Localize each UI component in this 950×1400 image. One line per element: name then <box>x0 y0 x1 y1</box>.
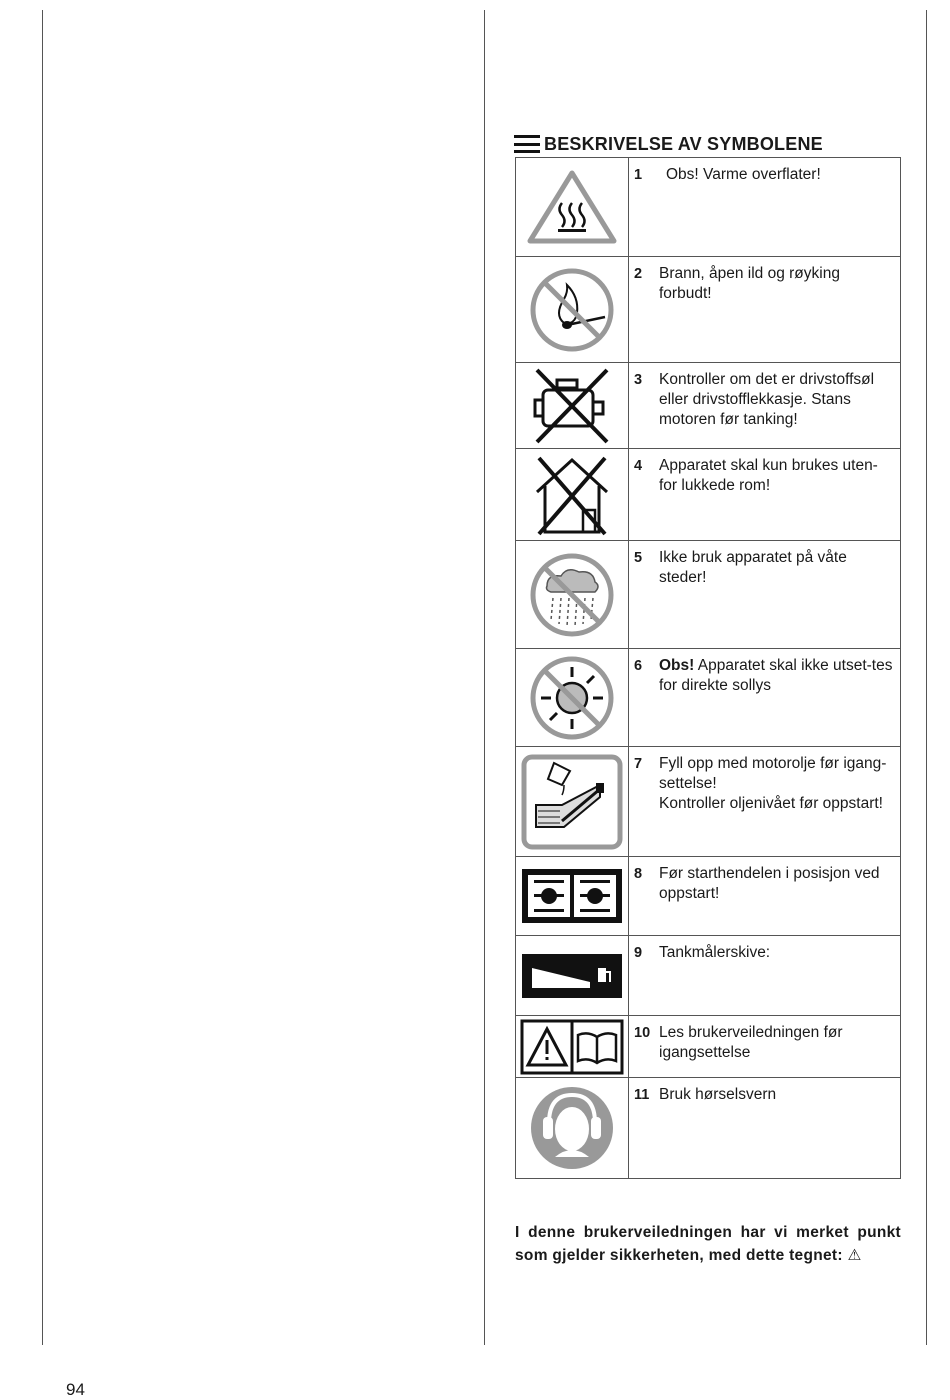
symbol-text-cell <box>629 649 901 747</box>
symbol-description-rest: Apparatet skal ikke utset-tes for direkte sollys <box>659 657 893 694</box>
page-number: 94 <box>66 1380 85 1399</box>
column-divider-line <box>484 10 485 1345</box>
symbol-description: Les brukerveiledningen før igangsettelse <box>659 1024 843 1061</box>
hearing-protection-icon <box>527 1083 617 1173</box>
fuel-gauge-icon <box>520 952 624 1000</box>
oil-fill-icon <box>520 753 624 851</box>
symbol-description: Bruk hørselsvern <box>659 1086 777 1103</box>
symbol-icon-cell <box>516 541 629 649</box>
warning-triangle-icon: ⚠ <box>847 1247 862 1264</box>
symbol-icon-cell <box>516 747 629 857</box>
symbol-row-5 <box>516 541 901 649</box>
symbol-row-9 <box>516 936 901 1016</box>
right-margin-line <box>926 10 927 1345</box>
symbol-description: Ikke bruk apparatet på våte steder! <box>659 549 847 586</box>
symbol-text-cell <box>629 363 901 449</box>
symbol-row-11 <box>516 1078 901 1179</box>
symbol-text-cell <box>629 747 901 857</box>
symbol-icon-cell <box>516 257 629 363</box>
symbol-number: 9 <box>634 945 643 961</box>
symbol-description: Obs! Varme overflater! <box>666 166 821 183</box>
symbol-row-3 <box>516 363 901 449</box>
symbol-number: 1 <box>634 167 643 183</box>
symbol-number: 6 <box>634 658 643 674</box>
symbol-row-2 <box>516 257 901 363</box>
safety-footnote-text: I denne brukerveiledningen har vi merket punkt som gjelder sikkerheten, med dette tegnet: <box>515 1224 901 1264</box>
safety-footnote <box>515 1221 901 1267</box>
section-title <box>514 132 904 156</box>
symbol-icon-cell <box>516 158 629 257</box>
no-rain-icon <box>527 550 617 640</box>
section-title-text: BESKRIVELSE AV SYMBOLENE <box>544 133 823 154</box>
symbol-description: Kontroller om det er drivstoffsøl eller drivstofflekkasje. Stans motoren før tanking! <box>659 371 875 428</box>
symbol-number: 2 <box>634 266 643 282</box>
symbol-bold-prefix: Obs! <box>659 657 695 674</box>
no-open-flame-icon <box>527 265 617 355</box>
symbol-number: 8 <box>634 866 643 882</box>
symbol-description-line-1: Fyll opp med motorolje før igang-settelse! <box>659 755 887 792</box>
symbol-icon-cell <box>516 936 629 1016</box>
symbol-row-6 <box>516 649 901 747</box>
symbol-text-cell <box>629 541 901 649</box>
symbols-table <box>515 157 901 1179</box>
symbol-description: Tankmålerskive: <box>659 944 771 961</box>
symbol-icon-cell <box>516 1078 629 1179</box>
symbol-icon-cell <box>516 363 629 449</box>
symbol-icon-cell <box>516 857 629 936</box>
symbol-icon-cell <box>516 449 629 541</box>
engine-crossed-icon <box>527 366 617 446</box>
choke-lever-icon <box>520 867 624 925</box>
house-crossed-icon <box>527 452 617 538</box>
section-menu-icon <box>514 135 540 153</box>
symbol-text-cell <box>629 1078 901 1179</box>
read-manual-icon <box>520 1019 624 1075</box>
symbol-text-cell <box>629 857 901 936</box>
symbol-row-10 <box>516 1016 901 1078</box>
symbol-icon-cell <box>516 1016 629 1078</box>
hot-surface-warning-icon <box>524 167 620 247</box>
symbol-text-cell <box>629 1016 901 1078</box>
left-margin-line <box>42 10 43 1345</box>
symbol-description: Brann, åpen ild og røyking forbudt! <box>659 265 840 302</box>
no-sun-icon <box>527 653 617 743</box>
symbol-number: 11 <box>634 1087 650 1103</box>
symbol-description: Apparatet skal kun brukes uten-for lukkede rom! <box>659 457 878 494</box>
symbol-number: 5 <box>634 550 643 566</box>
symbol-description <box>659 754 894 814</box>
symbol-icon-cell <box>516 649 629 747</box>
symbol-number: 10 <box>634 1025 651 1041</box>
symbol-number: 4 <box>634 458 643 474</box>
symbol-text-cell <box>629 158 901 257</box>
symbol-row-7 <box>516 747 901 857</box>
symbol-row-4 <box>516 449 901 541</box>
symbol-description-line-2: Kontroller oljenivået før oppstart! <box>659 795 883 812</box>
symbol-text-cell <box>629 936 901 1016</box>
symbol-number: 3 <box>634 372 643 388</box>
symbol-text-cell <box>629 257 901 363</box>
symbol-row-8 <box>516 857 901 936</box>
symbol-row-1 <box>516 158 901 257</box>
symbol-number: 7 <box>634 756 643 772</box>
symbol-text-cell <box>629 449 901 541</box>
symbol-description <box>659 656 894 696</box>
symbol-description: Før starthendelen i posisjon ved oppstart! <box>659 865 880 902</box>
